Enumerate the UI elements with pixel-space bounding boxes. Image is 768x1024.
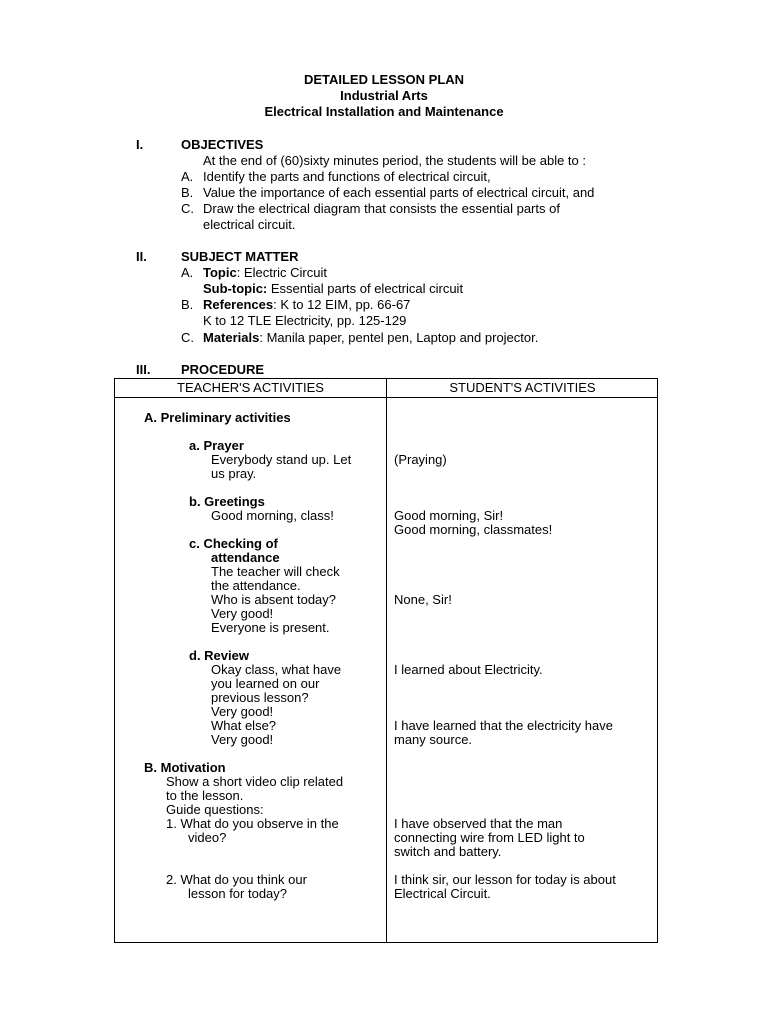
guide-question-2a: 2. What do you think our [166,872,307,887]
objective-c-text: Draw the electrical diagram that consists the essential parts of [203,201,560,216]
guide-question-2b: lesson for today? [188,886,288,901]
review-teacher-2: you learned on our [211,676,320,691]
attendance-student-1: None, Sir! [394,592,452,607]
motivation-teacher-1: Show a short video clip related [166,774,344,789]
motivation-label: B. Motivation [144,760,226,775]
references-value: : K to 12 EIM, pp. 66-67 [273,297,411,312]
references-cont: K to 12 TLE Electricity, pp. 125-129 [203,313,407,328]
materials-line [203,330,538,345]
topic-letter: A. [181,265,194,280]
materials-value: : Manila paper, pentel pen, Laptop and projector. [259,330,539,345]
student-column-header: STUDENT'S ACTIVITIES [449,380,596,395]
table-column-divider [386,379,387,942]
objective-c-text-cont: electrical circuit. [203,217,296,232]
doc-title: DETAILED LESSON PLAN [303,72,465,87]
review-student-2: I have learned that the electricity have [394,718,613,733]
review-label: d. Review [189,648,249,663]
procedure-numeral: III. [136,362,151,377]
attendance-teacher-2: the attendance. [211,578,301,593]
attendance-label-2: attendance [211,550,280,565]
review-teacher-1: Okay class, what have [211,662,342,677]
doc-course: Electrical Installation and Maintenance [264,104,504,119]
subtopic-value: Essential parts of electrical circuit [267,281,464,296]
objective-b-letter: B. [181,185,194,200]
objective-c-letter: C. [181,201,194,216]
attendance-teacher-5: Everyone is present. [211,620,330,635]
objective-a-letter: A. [181,169,194,184]
objective-a-text: Identify the parts and functions of electrical circuit, [203,169,491,184]
guide-answer-2b: Electrical Circuit. [394,886,491,901]
guide-question-1a: 1. What do you observe in the [166,816,339,831]
guide-answer-1b: connecting wire from LED light to [394,830,585,845]
attendance-teacher-4: Very good! [211,606,274,621]
prayer-label: a. Prayer [189,438,244,453]
guide-answer-1c: switch and battery. [394,844,502,859]
teacher-column-header: TEACHER'S ACTIVITIES [177,380,324,395]
procedure-table [114,378,658,943]
review-teacher-3: previous lesson? [211,690,309,705]
topic-value: : Electric Circuit [236,265,327,280]
subject-matter-numeral: II. [136,249,147,264]
attendance-teacher-3: Who is absent today? [211,592,337,607]
references-line [203,297,410,312]
objective-b-text: Value the importance of each essential parts of electrical circuit, and [203,185,595,200]
greetings-student-1: Good morning, Sir! [394,508,504,523]
objectives-intro: At the end of (60)sixty minutes period, the students will be able to : [203,153,586,168]
subtopic-line [203,281,463,296]
doc-subject: Industrial Arts [340,88,428,103]
references-label: References [203,297,274,312]
prayer-student-1: (Praying) [394,452,447,467]
materials-letter: C. [181,330,194,345]
attendance-teacher-1: The teacher will check [211,564,340,579]
guide-question-1b: video? [188,830,227,845]
prayer-teacher-1: Everybody stand up. Let [211,452,352,467]
topic-line [203,265,327,280]
greetings-student-2: Good morning, classmates! [394,522,553,537]
review-teacher-5: What else? [211,718,277,733]
review-teacher-6: Very good! [211,732,274,747]
motivation-teacher-2: to the lesson. [166,788,244,803]
review-teacher-4: Very good! [211,704,274,719]
preliminary-heading: A. Preliminary activities [144,410,291,425]
guide-answer-2a: I think sir, our lesson for today is about [394,872,616,887]
review-student-3: many source. [394,732,473,747]
objectives-numeral: I. [136,137,144,152]
greetings-label: b. Greetings [189,494,265,509]
objectives-heading: OBJECTIVES [181,137,264,152]
subject-matter-heading: SUBJECT MATTER [181,249,299,264]
topic-label: Topic [203,265,237,280]
subtopic-label: Sub-topic: [203,281,268,296]
materials-label: Materials [203,330,260,345]
review-student-1: I learned about Electricity. [394,662,543,677]
motivation-teacher-3: Guide questions: [166,802,264,817]
prayer-teacher-2: us pray. [211,466,257,481]
references-letter: B. [181,297,194,312]
attendance-label-1: c. Checking of [189,536,278,551]
guide-answer-1a: I have observed that the man [394,816,563,831]
table-header-divider [115,397,657,398]
greetings-teacher-1: Good morning, class! [211,508,334,523]
procedure-heading: PROCEDURE [181,362,265,377]
